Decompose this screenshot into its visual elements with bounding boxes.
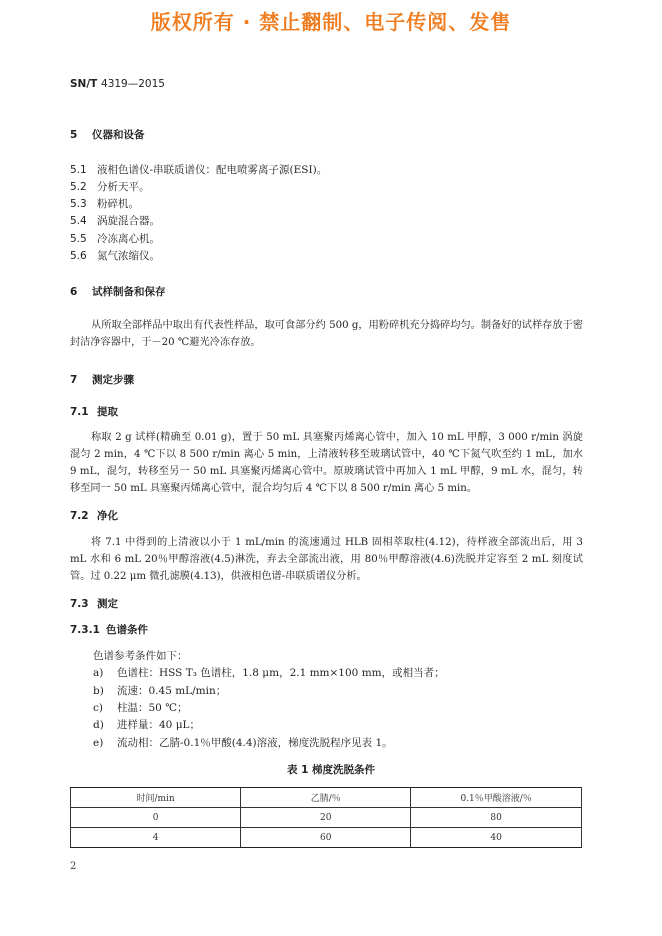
table-cell: 60 <box>241 828 411 848</box>
item-number: d) <box>93 719 104 731</box>
item-number: 5.2 <box>70 181 87 193</box>
item-text: 流动相：乙腈-0.1％甲酸(4.4)溶液，梯度洗脱程序见表 1。 <box>117 737 393 749</box>
document-number: 4319—2015 <box>101 78 165 90</box>
list-item <box>70 248 160 263</box>
table-cell: 40 <box>411 828 582 848</box>
section-number: 5 <box>70 129 78 141</box>
item-text: 氮气浓缩仪。 <box>97 250 160 262</box>
section-number: 6 <box>70 286 78 298</box>
item-number: c) <box>93 702 103 714</box>
section-title: 提取 <box>97 406 118 418</box>
watermark: 版权所有 · 禁止翻制、电子传阅、发售 <box>150 10 512 34</box>
item-number: 5.6 <box>70 250 87 262</box>
list-item <box>70 179 150 194</box>
table-row <box>71 828 582 848</box>
list-item <box>70 196 139 211</box>
table-row <box>71 808 582 828</box>
item-text: 涡旋混合器。 <box>97 215 160 227</box>
table-header-cell: 时间/min <box>71 788 241 808</box>
item-number: e) <box>93 737 104 749</box>
document-prefix: SN/T <box>70 78 98 90</box>
table-caption: 表 1 梯度洗脱条件 <box>286 764 376 776</box>
section-7-heading <box>70 372 134 387</box>
table-cell: 20 <box>241 808 411 828</box>
item-number: 5.4 <box>70 215 87 227</box>
section-6-paragraph: 从所取全部样品中取出有代表性样品，取可食部分约 500 g，用粉碎机充分捣碎均匀。制备好的试样存放于密封洁净容器中，于－20 ℃避光冷冻存放。 <box>70 320 583 348</box>
item-text: 分析天平。 <box>97 181 150 193</box>
item-number: 5.1 <box>70 164 87 176</box>
item-number: 5.3 <box>70 198 87 210</box>
item-number: b) <box>93 685 104 697</box>
section-number: 7 <box>70 374 78 386</box>
list-item <box>93 700 187 715</box>
section-7-3-heading <box>70 596 118 611</box>
list-item <box>93 665 445 680</box>
table-header-cell: 0.1％甲酸溶液/％ <box>411 788 582 808</box>
section-number: 7.1 <box>70 406 89 418</box>
section-7-1-paragraph: 称取 2 g 试样(精确至 0.01 g)，置于 50 mL 具塞聚丙烯离心管中，加入 10 mL 甲醇，3 000 r/min 涡旋混匀 2 min，4 ℃下以 8 500 r/min 离心 5 min，上清液转移至玻璃试管中，40 ℃下氮气吹至约 1 mL，加水 9 mL，混匀，转移至另一 50 mL 具塞聚丙烯离心管中。原玻璃试管中再加入 1 mL 甲醇，9 mL 水，混匀，转移至同一 50 mL 具塞聚丙烯离心管中，混合均匀后 4 ℃下以 8 500 r/min 离心 5 min。 <box>70 432 583 494</box>
section-title: 测定 <box>97 598 118 610</box>
section-title: 测定步骤 <box>92 374 134 386</box>
item-text: 冷冻离心机。 <box>97 233 160 245</box>
conditions-intro: 色谱参考条件如下： <box>93 650 188 662</box>
section-title: 净化 <box>97 510 118 522</box>
list-item <box>93 735 393 750</box>
section-title: 试样制备和保存 <box>92 286 166 298</box>
section-number: 7.3.1 <box>70 624 100 636</box>
section-title: 仪器和设备 <box>92 129 145 141</box>
document-id <box>70 78 165 90</box>
list-item <box>70 162 327 177</box>
table-cell: 80 <box>411 808 582 828</box>
item-text: 流速：0.45 mL/min； <box>117 685 227 697</box>
section-6-heading <box>70 284 166 299</box>
table-cell: 4 <box>71 828 241 848</box>
item-text: 液相色谱仪-串联质谱仪：配电喷雾离子源(ESI)。 <box>97 164 328 176</box>
list-item <box>70 213 160 228</box>
section-number: 7.2 <box>70 510 89 522</box>
list-item <box>70 231 160 246</box>
table-cell: 0 <box>71 808 241 828</box>
item-number: 5.5 <box>70 233 87 245</box>
section-7-3-1-heading <box>70 622 148 637</box>
table-header-cell: 乙腈/％ <box>241 788 411 808</box>
section-5-heading <box>70 127 145 142</box>
section-number: 7.3 <box>70 598 89 610</box>
section-title: 色谱条件 <box>106 624 148 636</box>
item-text: 进样量：40 μL； <box>117 719 200 731</box>
list-item <box>93 717 200 732</box>
table-header-row <box>71 788 582 808</box>
page-number: 2 <box>70 861 77 872</box>
item-text: 柱温：50 ℃； <box>117 702 188 714</box>
item-text: 粉碎机。 <box>97 198 139 210</box>
section-7-1-heading <box>70 404 118 419</box>
item-text: 色谱柱：HSS T₃ 色谱柱，1.8 μm，2.1 mm×100 mm，或相当者； <box>117 667 445 679</box>
gradient-table <box>70 787 582 848</box>
section-7-2-heading <box>70 508 118 523</box>
list-item <box>93 683 226 698</box>
section-7-2-paragraph: 将 7.1 中得到的上清液以小于 1 mL/min 的流速通过 HLB 固相萃取柱(4.12)，待样液全部流出后，用 3 mL 水和 6 mL 20％甲醇溶液(4.5)淋洗，弃去全部流出液，用 80％甲醇溶液(4.6)洗脱并定容至 2 mL 刻度试管。过 0.22 μm 微孔滤膜(4.13)，供液相色谱-串联质谱仪分析。 <box>70 537 583 582</box>
item-number: a) <box>93 667 104 679</box>
